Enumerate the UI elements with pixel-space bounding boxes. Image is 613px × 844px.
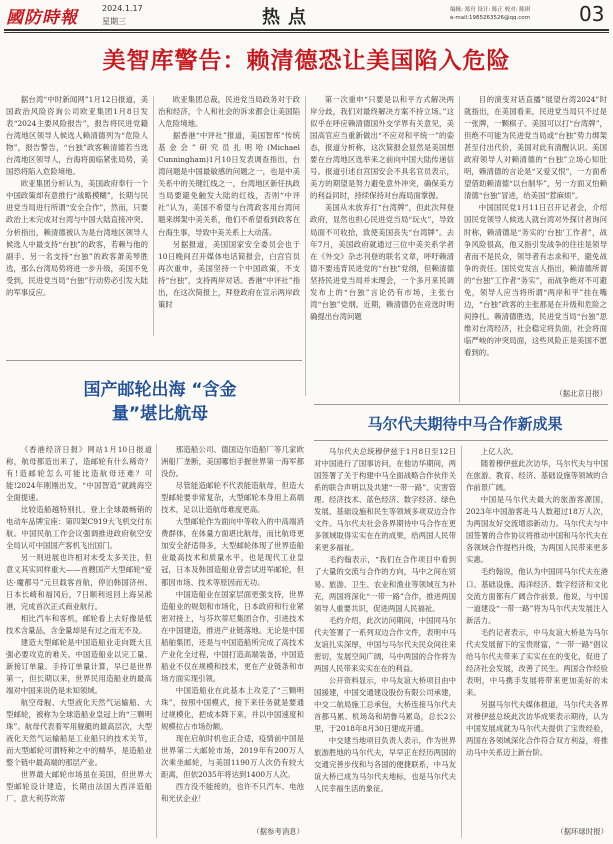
paragraph: 相比汽车和客机，邮轮看上去好像是低技术含量品，含金量却是有过之而无不及。 — [6, 613, 152, 635]
paragraph: 另一则进展也许相对未受太多关注，但意义其实同样重大——首艘国产大型邮轮“爱达·魔都号”元旦载客首航，停泊韩国济州、日本长崎和福冈后，7日顺利返回上海吴淞港，完成首次正式商业航行。 — [6, 553, 152, 611]
article3-source: （据环球时报） — [556, 827, 608, 836]
section-divider — [314, 404, 608, 405]
article2-headline-text: 国产邮轮出海 “含金量”堪比航母 — [83, 380, 237, 424]
column-divider — [459, 96, 460, 402]
paragraph: 毛约记者表示，中马友谊大桥是为马尔代夫发展留下的宝贵财富，“一带一路”倡议给马尔代夫带来了实实在在的变化，促进了经济社会发展，改善了民生。两国合作经验表明，中马携手发展将带来更加美好的未来。 — [466, 627, 608, 697]
paragraph: 目的演变对话直播”展望台湾2024”时就指出，在美国看来，民进党当局只不过是一张牌，一颗棋子。美国可以打“台湾牌”，但绝不可能为民进党当局或“台独”势力绑架甚至付出代价，美国对此有清醒认识。美国政府领导人对赖清德的“台独”立场心知肚明，赖清德的言论是“又爱又恨”，一方面希望借助赖清德“以台制华”，另一方面又怕赖清德“台独”冒进，给美国“惹麻烦”。 — [464, 95, 607, 201]
article2-column-1 — [6, 444, 152, 838]
article3-column-2 — [466, 446, 608, 826]
paragraph: 另据报道，美国国家安全委员会也于10日晚间召开媒体电话简报会，白宫官员再次重申，美国坚持一个中国政策，不支持“台独”，支持两岸对话。香港“中评社”指出，在这次简报上，拜登政府在宣示两岸政策时 — [158, 239, 300, 309]
paragraph: 航空母舰、大型液化天然气运输船、大型邮轮，被称为全球造船业皇冠上的“三颗明珠”。航母代表着军用舰艇的最高层次，大型液化天然气运输船是工业船只的技术关节，而大型邮轮可谓特种之中的精华，是造船业整个链中最高端的那层产业。 — [6, 697, 152, 768]
paragraph: 现在启航时机也正合适，疫情前中国是世界第二大邮轮市场，2019年有200万人次乘坐邮轮，与美国1190万人次仍有较大距离，但依2035年将达到1400万人次。 — [161, 734, 304, 780]
paragraph: 毛约翰表示，“我们在合作项目中看到了大量的交流与合作的方向，马中之间在贸易、旅游、卫生、农业和渔业等领域互为补充，两国将深化“一带一路”合作，推进两国领导人重要共识，促进两国人民福祉。 — [314, 555, 456, 613]
paragraph: 毛约介绍，此次访问期间，中国同马尔代夫签署了一系列双边合作文件，表明中马友谊扎实深厚，中国与马尔代夫民众间往来密切，发展空间广阔，马中两国的合作将为两国人民带来实实在在的利益。 — [314, 615, 456, 673]
masthead-rule-thin — [4, 32, 609, 33]
issue-date: 2024.1.17 — [102, 4, 143, 13]
paragraph: 另据马尔代夫媒体报道，马尔代夫各界对穆伊兹总统此次访华成果表示期待，认为中国发展成就为马尔代夫提供了宝贵经验，两国在各领域深化合作符合双方利益，将推动马中关系迈上新台阶。 — [466, 699, 608, 758]
article2-column-2 — [161, 444, 304, 824]
article2-source: （据参考消息） — [252, 827, 304, 836]
paragraph: 中国是马尔代夫最大的旅游客源国，2023年中国游客赴马人数超过18万人次，为两国友好交流增添新动力。马尔代夫与中国签署的合作协议将推动中国和马尔代夫在各领域合作提档升级，为两国人民带来更多实惠。 — [466, 495, 608, 565]
paragraph: 建造大型邮轮是中国造船业走向既大且强必要攻克的难关。中国造船业以完工量、新接订单量、手持订单量计算，早已是世界第一，但长期以来，世界民用造船业的最高端对中国来说仍是未知领域。 — [6, 637, 152, 695]
article1-column-3 — [310, 94, 454, 414]
paragraph: 中国造船业在此基本上攻克了“三颗明珠”，按照中国模式，接下来任务就是要通过规模化，把成本降下来，并以中国速度和规模拉占市场份额。 — [161, 685, 304, 732]
paragraph: 西方没不能接的，也许不只汽车、电池和光伏企业！ — [161, 782, 304, 804]
paragraph: 随着穆伊兹此次访华，马尔代夫与中国在旅游、教育、经济、基础设施等领域的合作前景广阔。 — [466, 459, 608, 493]
paragraph: 马尔代夫总统穆伊兹于1月8日至12日对中国进行了国事访问，在他访华期间，两国签署了关于构建中马全面战略合作伙伴关系的联合声明以及共建“一带一路”、灾害管理、经济技术、蓝色经济、数字经济、绿色发展、基础设施和民生等领域多项双边合作文件。马尔代夫社会各界期待中马合作在更多领域取得实实在在的成果，给两国人民带来更多福祉。 — [314, 447, 456, 553]
issue-weekday: 星期三 — [102, 17, 126, 26]
paragraph: 欧亚集团分析认为，美国政府奉行一个中国政策却有意推行“战略模糊”，长期与民进党当局进行所谓“安全合作”，然而，只要政治上未完成对台湾与中国大陆直接冲突。分析指出，赖清德被认为是台湾地区领导人候选人中最支持“台独”的政客，若赖与他的副手、另一名支持“台独”的政客萧美琴胜选，那么台湾局势将进一步升级，美国不免受到，民进党当局“台独”行动势必引发大陆的军事反应。 — [6, 179, 148, 297]
paragraph: 上亿人次。 — [480, 447, 518, 456]
paragraph: 中国国民党1月11日召开记者会，介绍国民党领导人候选人就台湾对外探讨者询问时称，赖清德是“务实的‘台独’工作者”，战争风险很高，他又指引发战争的往往是领导者而不是民众，领导者有志求和平，避免战争的责任。国民党发言人指出，赖清德所谓的“台独”工作者“务实”，而战争绝对不可避免，领导人应当将所谓“两岸和平”挂在嘴边，“台独”政客的主张都是在升级和危险之间挣扎。赖清德胜选，民进党当局“台独”思维对台湾经济，社会稳定将负面，社会将面临严峻的冲突局面，这些风险正是美国不愿看到的。 — [464, 203, 607, 357]
editor-credits: 编辑: 郑舟 设计: 陈正 校对: 陈琪 — [450, 7, 531, 13]
article1-column-1 — [6, 94, 148, 384]
paragraph: 比较造船越特别扎，登上全球最畅销的电动车品牌宝座：第四架C919大飞机交付东航。中国民航工作会议强调推进政府航空安全局认可中国国产客机飞出国门。 — [6, 505, 152, 551]
paragraph: 尽管能造邮轮不代表能造航母，但造大型邮轮要非常复杂，大型邮轮本身用上高端技术，足以让造航母难度更高。 — [161, 481, 304, 515]
column-divider — [153, 96, 154, 336]
article1-column-4 — [464, 94, 607, 384]
article3-column-1 — [314, 446, 456, 838]
masthead — [0, 0, 613, 30]
section-title: 热点 — [262, 7, 314, 28]
article2-headline — [70, 378, 250, 426]
article1-source: （据北京日报） — [555, 389, 607, 398]
article1-column-2 — [158, 94, 300, 354]
paragraph: 美国从未放弃打“台湾牌”，但此次拜登政府，显然也担心民进党当局“玩火”，导致局面不可收拾，致使美国丧失“台湾牌”。去年7月，美国政府就通过三位中美关系学者在《外交》杂志刊登的联名文章，呼吁赖清德不要违背民进党的“台独”党纲，但赖清德坚持民进党当局并未理会，一个多月来民调发布上的“台独”言论仍有市场，主张台湾“台独”党纲。近期，赖清德仍在竞选时明确提出台湾问题 — [310, 203, 454, 321]
paragraph: 据香港“中评社”报道，美国智库“传统基金会”研究员扎明哈(Michael Cunningham)1月10日发表调查指出，台湾问题是中国最敏感的问题之一，也是中美关系中的关键红线之一，台湾地区新任执政当局要避免触发大陆的红线，否则“中评社”认为，美国不希望与台湾政客用台湾问题来绑架中美关系，他们不希望看到政客在台海生事，导致中美关系上大动荡。 — [158, 131, 300, 237]
paragraph: 据台湾“中时新闻网”1月12日报道，美国政治风险咨询公司欧亚集团1月8日发表“2024主要风险报告”，报告将民进党籍台湾地区领导人候选人赖清德列为“危险人物”，报告警告，“台独”政客赖清德若当选台湾地区领导人，台海将面临紧张局势，美国恐将陷入危险境地。 — [6, 95, 148, 177]
paragraph: 欧亚集团总裁，民进党当局政务对于政治和经济，个人和社会的诉求都会让美国陷入危险境地。 — [158, 95, 300, 129]
newspaper-logo: 國防時報 — [6, 8, 78, 28]
paragraph: 公开资料显示，中马友谊大桥项目由中国援建，中国交通建设股份有限公司承建，中交二航局施工总承包，大桥连接马尔代夫首都马累、机场岛和胡鲁马累岛，总长2公里，于2018年8月30日建成开通。 — [314, 675, 456, 734]
column-divider — [305, 96, 306, 396]
paragraph: 第一次重申“只要是以和平方式解决两岸分歧，我们对最终解决方案不持立场。”这似乎在呼应赖清德国外交学界有关意见，美国高官应当重新做出“不应对和平统一”的姿态，报道分析称，这次简报会显然是美国想要在台湾地区选举来之前向中国大陆传递信号。报道引述自宫国安会不具名官员表示，美方的期望是努力避免意外冲突，确保美方的利益同时，持续保持对台海局面掌握。 — [310, 95, 454, 201]
section-divider — [6, 360, 302, 361]
main-headline: 美智库警告：赖清德恐让美国陷入危险 — [102, 48, 511, 74]
paragraph: 中国造船业在国家层面更强支持，世界造船业的规划和市场化，日本政府和行业紧密对接上，与芬坎蒂尼集团合作，引进技术在中国建造，推进产业链落地。无论是中国船舶集团，还是与中国造船所完成了高技术产业化全过程，中国打造高端装备，中国造船业不仅在规模和技术，更在产业链条和市场方面实现引领。 — [161, 589, 304, 683]
article3-headline: 马尔代夫期待中马合作新成果 — [367, 415, 563, 433]
paragraph: 那造船公司、德国迈尔造船厂等几家欧洲船厂垄断，美国哪怕手握世界第一海军都没份。 — [161, 445, 304, 479]
column-divider — [156, 444, 157, 838]
page-number: 03 — [579, 2, 605, 26]
section-divider — [314, 440, 608, 441]
masthead-rule — [4, 29, 609, 31]
paragraph: 中交建当地项目负责人表示，作为世界旅游胜地的马尔代夫，早早正在经历两国的交通完善步伐和与各国的便捷联系，中马友谊大桥已成为马尔代夫地标，也是马尔代夫人民幸福生活的象征。 — [314, 736, 456, 794]
column-divider — [461, 446, 462, 838]
paragraph: 毛约翰说，他认为中国同马尔代夫在港口、基础设施、海洋经济、数字经济和文化交流方面都有广阔合作前景。他说，与中国一道建设“一带一路”将为马尔代夫发展注入新活力。 — [466, 567, 608, 625]
paragraph: 世界最大邮轮市场虽在美国，但世界大型邮轮设计建造，长期由法国大西洋造船厂、意大利芬坎蒂 — [6, 770, 152, 804]
paragraph: 大型邮轮作为面向中等收入的中高端消费群体，在体量方面堪比航母，而比航母更加安全舒适得多，大型邮轮体现了世界造船业最高技术和质量水平，也是现代工业皇冠，日本及韩国造船业曾尝试进军邮轮，但都因市场、技术等原因而无功。 — [161, 517, 304, 587]
contact-email: e-mail:1985263526@qq.com — [450, 15, 530, 21]
paragraph: 《香港经济日报》网站1月10日报道称，航母都造出来了，造邮轮有什么稀奇？有!造邮轮怎么可能比造航母还难？可能!2024年刚刚出发，“中国智造”就跳海空全面提速。 — [6, 445, 152, 503]
